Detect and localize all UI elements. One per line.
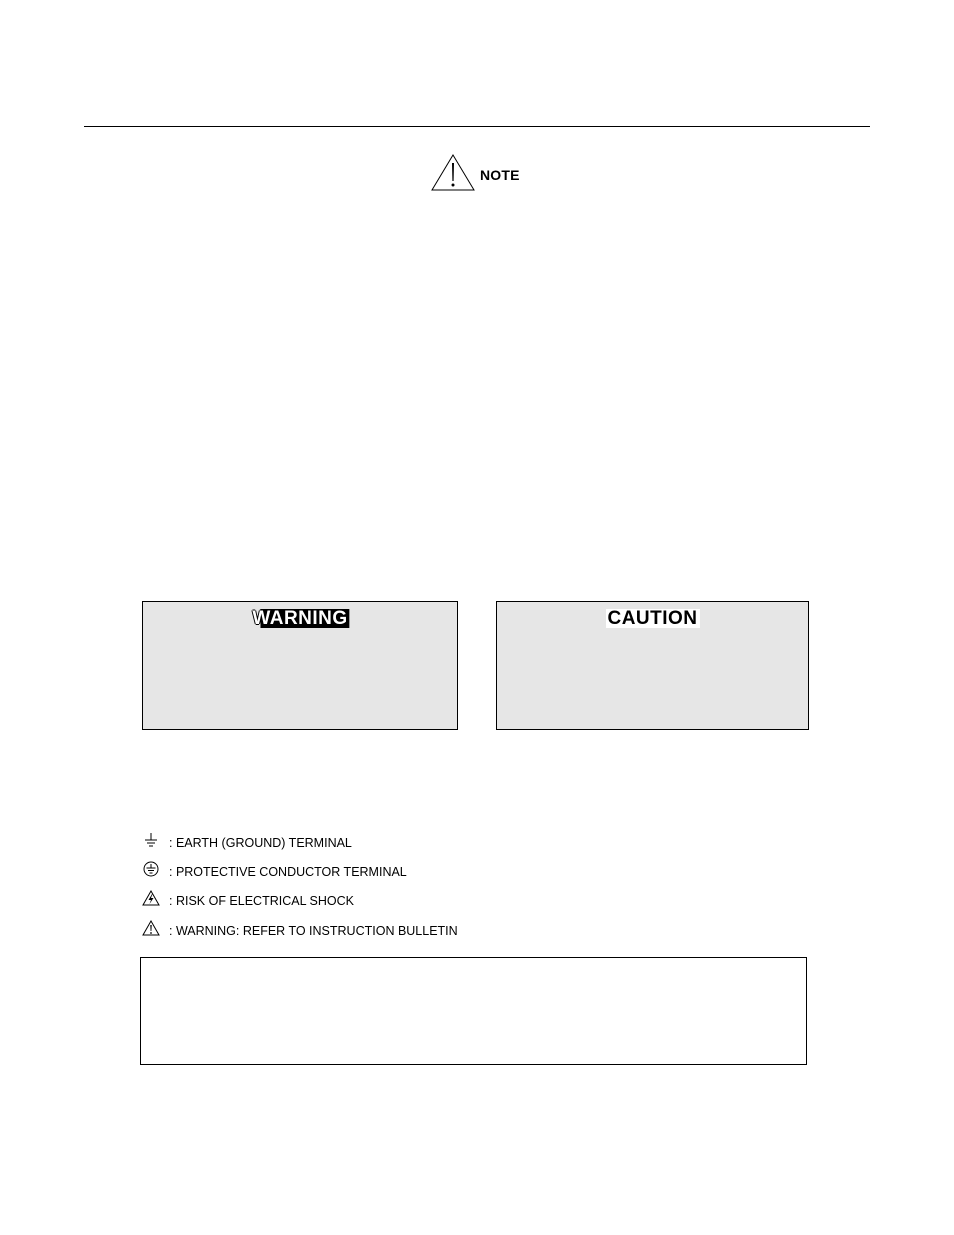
legend-item-warning xyxy=(142,920,562,940)
legend-text-warning: : WARNING: REFER TO INSTRUCTION BULLETIN xyxy=(169,924,458,938)
legend-item-protective-conductor xyxy=(142,861,562,881)
earth-ground-icon xyxy=(142,832,160,850)
legend-item-earth xyxy=(142,832,562,852)
header-rule xyxy=(84,126,870,127)
legend-text-electric-shock: : RISK OF ELECTRICAL SHOCK xyxy=(169,894,354,908)
warning-triangle-exclamation-icon xyxy=(431,154,475,192)
caution-label-box xyxy=(496,601,809,730)
warning-badge: WARNING xyxy=(252,608,348,629)
legend-text-earth: : EARTH (GROUND) TERMINAL xyxy=(169,836,352,850)
warning-triangle-icon xyxy=(142,920,160,938)
bottom-frame xyxy=(140,957,807,1065)
protective-conductor-icon xyxy=(142,861,160,879)
warning-label-box xyxy=(142,601,458,730)
note-label: NOTE xyxy=(480,167,520,183)
legend-text-protective-conductor: : PROTECTIVE CONDUCTOR TERMINAL xyxy=(169,865,407,879)
caution-badge: CAUTION xyxy=(607,608,698,629)
legend-item-electric-shock xyxy=(142,890,562,910)
electric-shock-triangle-icon xyxy=(142,890,160,908)
